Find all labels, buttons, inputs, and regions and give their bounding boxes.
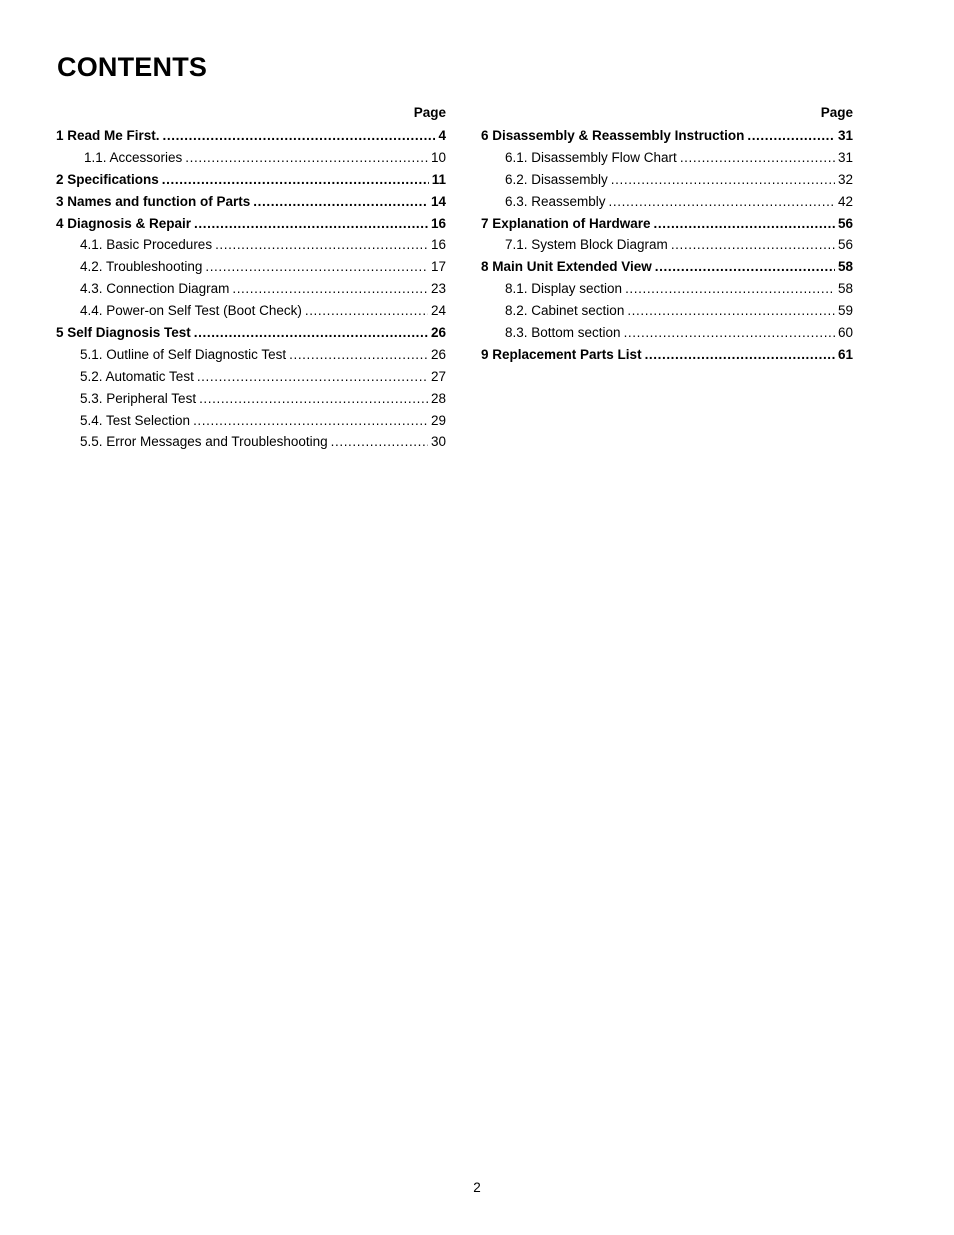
toc-entry-label: 1 Read Me First. xyxy=(56,128,160,143)
dot-leader xyxy=(194,322,428,344)
dot-leader xyxy=(747,125,835,147)
dot-leader xyxy=(162,169,429,191)
toc-entry-page: 59 xyxy=(837,303,853,319)
dot-leader xyxy=(680,147,835,169)
toc-entry[interactable] xyxy=(56,234,446,256)
dot-leader xyxy=(645,344,835,366)
toc-entry-page: 30 xyxy=(430,434,446,450)
toc-list-left xyxy=(56,125,446,453)
toc-entry-page: 31 xyxy=(837,149,853,165)
toc-entry[interactable] xyxy=(56,366,446,388)
toc-entry-label: 6 Disassembly & Reassembly Instruction xyxy=(481,128,745,143)
toc-entry-label: 5.4. Test Selection xyxy=(80,412,191,428)
toc-entry-page: 29 xyxy=(430,412,446,428)
toc-list-right xyxy=(481,125,853,366)
toc-entry-page: 28 xyxy=(430,390,446,406)
toc-entry-page: 16 xyxy=(430,237,446,253)
toc-entry[interactable] xyxy=(56,388,446,410)
toc-entry[interactable] xyxy=(56,431,446,453)
dot-leader xyxy=(232,278,428,300)
toc-entry[interactable] xyxy=(481,191,853,213)
toc-entry-label: 8.2. Cabinet section xyxy=(505,303,625,319)
dot-leader xyxy=(627,300,835,322)
dot-leader xyxy=(654,213,835,235)
toc-entry[interactable] xyxy=(56,256,446,278)
dot-leader xyxy=(611,169,835,191)
toc-entry-page: 11 xyxy=(431,171,446,187)
toc-entry-page: 56 xyxy=(837,237,853,253)
toc-entry[interactable] xyxy=(481,125,853,147)
toc-entry[interactable] xyxy=(56,125,446,147)
toc-entry-page: 4 xyxy=(438,128,446,143)
toc-entry-page: 16 xyxy=(430,215,446,231)
toc-entry-label: 8.3. Bottom section xyxy=(505,325,621,341)
toc-entry-label: 8.1. Display section xyxy=(505,281,623,297)
toc-entry-page: 61 xyxy=(837,346,853,362)
toc-entry[interactable] xyxy=(56,300,446,322)
toc-entry[interactable] xyxy=(56,410,446,432)
dot-leader xyxy=(609,191,835,213)
toc-entry[interactable] xyxy=(481,278,853,300)
toc-entry[interactable] xyxy=(56,344,446,366)
toc-entry-label: 7 Explanation of Hardware xyxy=(481,215,651,231)
toc-entry[interactable] xyxy=(481,169,853,191)
dot-leader xyxy=(163,125,436,147)
toc-entry-page: 58 xyxy=(837,281,853,297)
toc-entry-label: 4.2. Troubleshooting xyxy=(80,259,203,275)
dot-leader xyxy=(205,256,428,278)
toc-entry-label: 4.4. Power-on Self Test (Boot Check) xyxy=(80,303,302,319)
toc-column-left xyxy=(56,104,446,453)
toc-entry[interactable] xyxy=(481,234,853,256)
toc-entry-page: 26 xyxy=(430,325,446,341)
toc-entry[interactable] xyxy=(56,191,446,213)
toc-entry-label: 1.1. Accessories xyxy=(84,149,183,165)
footer-page-number: 2 xyxy=(473,1180,481,1195)
toc-entry[interactable] xyxy=(56,213,446,235)
toc-entry[interactable] xyxy=(481,256,853,278)
dot-leader xyxy=(215,234,428,256)
toc-entry-label: 5 Self Diagnosis Test xyxy=(56,325,191,341)
toc-entry-page: 58 xyxy=(837,259,853,275)
dot-leader xyxy=(185,147,428,169)
toc-entry-label: 5.2. Automatic Test xyxy=(80,368,194,384)
toc-entry-page: 14 xyxy=(430,193,446,209)
toc-entry[interactable] xyxy=(56,147,446,169)
dot-leader xyxy=(655,256,835,278)
dot-leader xyxy=(289,344,428,366)
toc-entry-page: 31 xyxy=(837,128,853,143)
toc-entry-page: 10 xyxy=(430,149,446,165)
dot-leader xyxy=(305,300,428,322)
dot-leader xyxy=(331,431,428,453)
toc-entry-page: 23 xyxy=(430,281,446,297)
toc-entry[interactable] xyxy=(56,278,446,300)
toc-entry-label: 5.5. Error Messages and Troubleshooting xyxy=(80,434,328,450)
toc-entry-label: 5.3. Peripheral Test xyxy=(80,390,197,406)
toc-column-right xyxy=(481,104,853,366)
toc-entry-label: 3 Names and function of Parts xyxy=(56,193,251,209)
toc-entry[interactable] xyxy=(481,322,853,344)
toc-entry-page: 27 xyxy=(430,368,446,384)
toc-entry[interactable] xyxy=(56,169,446,191)
toc-entry[interactable] xyxy=(481,147,853,169)
toc-entry-page: 26 xyxy=(430,346,446,362)
toc-entry-label: 4 Diagnosis & Repair xyxy=(56,215,192,231)
toc-entry[interactable] xyxy=(481,300,853,322)
toc-entry-label: 6.3. Reassembly xyxy=(505,193,606,209)
toc-entry-page: 24 xyxy=(430,303,446,319)
toc-entry-label: 8 Main Unit Extended View xyxy=(481,259,652,275)
toc-entry-label: 6.2. Disassembly xyxy=(505,171,608,187)
toc-entry-page: 60 xyxy=(837,325,853,341)
dot-leader xyxy=(197,366,428,388)
toc-entry-label: 7.1. System Block Diagram xyxy=(505,237,668,253)
toc-entry-label: 2 Specifications xyxy=(56,171,159,187)
page-title: CONTENTS xyxy=(57,52,208,82)
dot-leader xyxy=(193,410,428,432)
toc-entry-label: 4.1. Basic Procedures xyxy=(80,237,213,253)
toc-entry-label: 6.1. Disassembly Flow Chart xyxy=(505,149,677,165)
page-column-header: Page xyxy=(820,105,853,120)
dot-leader xyxy=(194,213,428,235)
toc-entry-label: 9 Replacement Parts List xyxy=(481,346,642,362)
toc-entry-label: 4.3. Connection Diagram xyxy=(80,281,230,297)
dot-leader xyxy=(253,191,428,213)
toc-entry-label: 5.1. Outline of Self Diagnostic Test xyxy=(80,346,287,362)
dot-leader xyxy=(625,278,835,300)
dot-leader xyxy=(199,388,428,410)
toc-entry-page: 42 xyxy=(837,193,853,209)
toc-entry[interactable] xyxy=(56,322,446,344)
toc-entry-page: 56 xyxy=(837,215,853,231)
toc-entry[interactable] xyxy=(481,213,853,235)
toc-entry-page: 32 xyxy=(837,171,853,187)
page-column-header: Page xyxy=(413,105,446,120)
toc-entry[interactable] xyxy=(481,344,853,366)
dot-leader xyxy=(624,322,835,344)
dot-leader xyxy=(671,234,835,256)
toc-entry-page: 17 xyxy=(430,259,446,275)
